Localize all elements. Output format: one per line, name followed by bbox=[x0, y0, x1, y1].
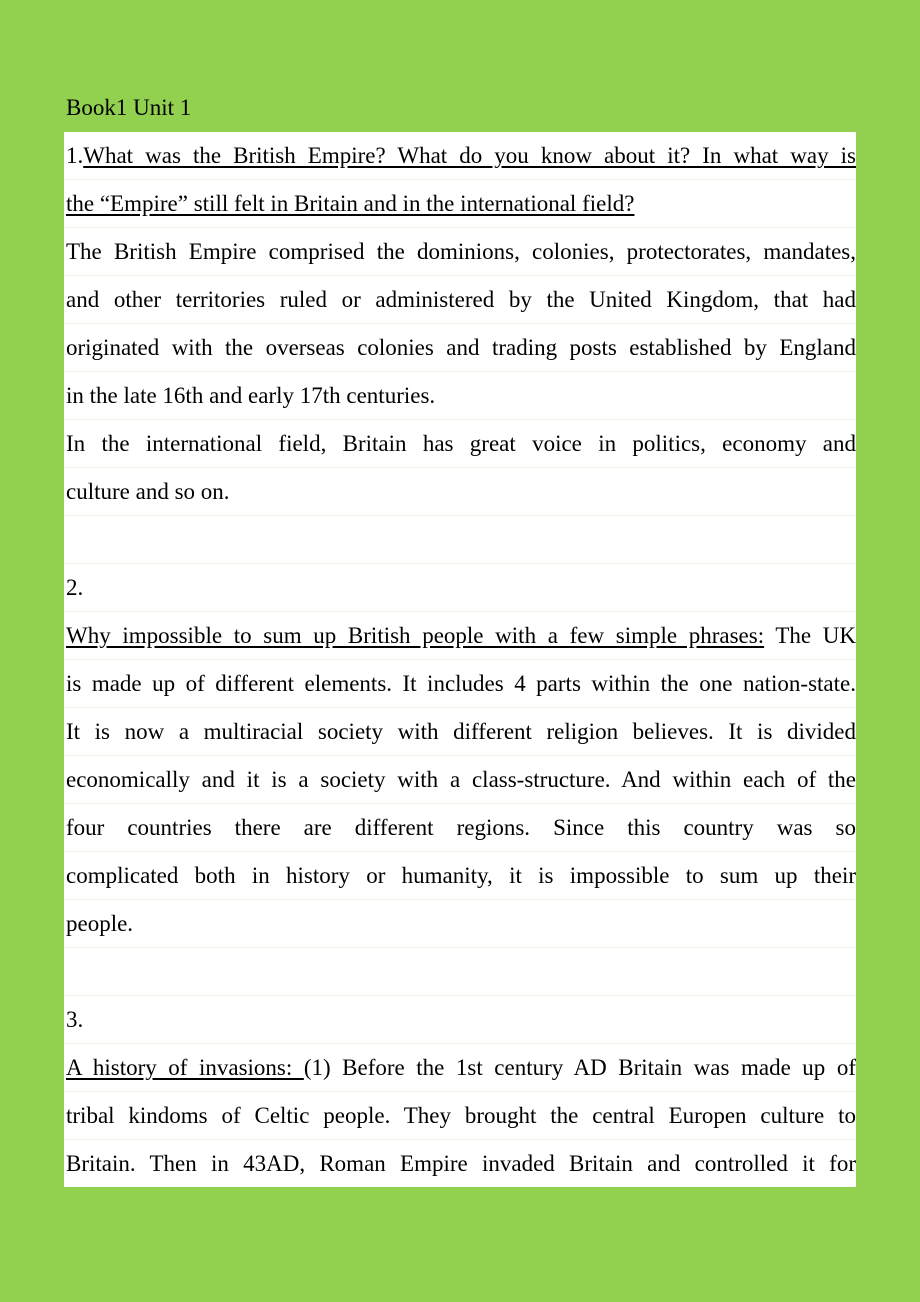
q1-question-text-2: the “Empire” still felt in Britain and in the international field? bbox=[66, 191, 635, 216]
q1-answer-line-4: in the late 16th and early 17th centuries. bbox=[64, 372, 856, 420]
q3-answer-line-1 bbox=[64, 1044, 856, 1092]
q3-answer-line-2: tribal kindoms of Celtic people. They brought the central Europen culture to bbox=[64, 1092, 856, 1140]
q2-answer-line-5: four countries there are different regions. Since this country was so bbox=[64, 804, 856, 852]
q1-question-line-1 bbox=[64, 132, 856, 180]
q2-heading: Why impossible to sum up British people with a few simple phrases: bbox=[66, 623, 765, 648]
q1-question-text-1: What was the British Empire? What do you know about it? In what way is bbox=[83, 143, 856, 168]
q2-answer-line-1 bbox=[64, 612, 856, 660]
q2-answer-line-4: economically and it is a society with a class-structure. And within each of the bbox=[64, 756, 856, 804]
q2-answer-line-7: people. bbox=[64, 900, 856, 948]
blank-line bbox=[64, 948, 856, 996]
q3-number: 3. bbox=[64, 996, 856, 1044]
page-title: Book1 Unit 1 bbox=[66, 95, 192, 120]
document-body bbox=[64, 132, 856, 1187]
q1-answer-line-3: originated with the overseas colonies and trading posts established by England bbox=[64, 324, 856, 372]
q1-answer-line-1: The British Empire comprised the dominions, colonies, protectorates, mandates, bbox=[64, 228, 856, 276]
blank-line bbox=[64, 516, 856, 564]
q1-answer-line-2: and other territories ruled or administered by the United Kingdom, that had bbox=[64, 276, 856, 324]
q3-heading: A history of invasions: bbox=[66, 1055, 304, 1080]
q1-answer-line-5: In the international field, Britain has great voice in politics, economy and bbox=[64, 420, 856, 468]
q2-answer-line-2: is made up of different elements. It includes 4 parts within the one nation-state. bbox=[64, 660, 856, 708]
q1-answer-line-6: culture and so on. bbox=[64, 468, 856, 516]
q2-answer-line-3: It is now a multiracial society with different religion believes. It is divided bbox=[64, 708, 856, 756]
q2-answer-start: The UK bbox=[764, 623, 856, 648]
q3-answer-start: (1) Before the 1st century AD Britain was made up of bbox=[303, 1055, 856, 1080]
q2-answer-line-6: complicated both in history or humanity, it is impossible to sum up their bbox=[64, 852, 856, 900]
q3-answer-line-3: Britain. Then in 43AD, Roman Empire invaded Britain and controlled it for bbox=[64, 1140, 856, 1187]
q1-number: 1. bbox=[66, 143, 84, 168]
q1-question-line-2 bbox=[64, 180, 856, 228]
q2-number: 2. bbox=[64, 564, 856, 612]
